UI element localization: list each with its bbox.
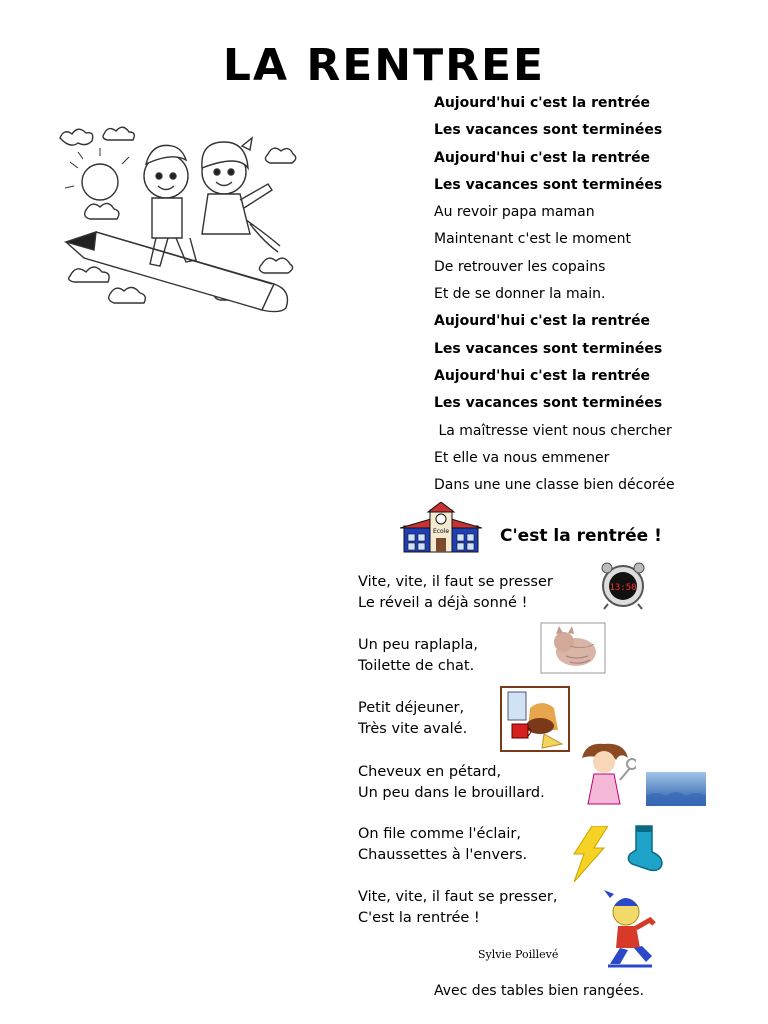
- stanza: [358, 572, 553, 614]
- alarm-clock-icon: [598, 560, 648, 610]
- kids-on-pencil-illustration: [56, 124, 306, 320]
- school-building-icon: [400, 502, 482, 554]
- stanza: [358, 635, 478, 677]
- stanza-line: Le réveil a déjà sonné !: [358, 595, 528, 611]
- stanza-line: Cheveux en pétard,: [358, 764, 502, 780]
- stanza: [358, 762, 545, 804]
- messy-hair-girl-icon: [576, 740, 636, 814]
- poem-verses: [434, 90, 764, 499]
- verse-line: Dans une une classe bien décorée: [434, 477, 675, 494]
- poem-card: [340, 500, 720, 980]
- stanza-line: Vite, vite, il faut se presser: [358, 574, 553, 590]
- stanza-line: Toilette de chat.: [358, 658, 475, 674]
- page-title: LA RENTREE: [222, 40, 546, 91]
- verse-line: Au revoir papa maman: [434, 204, 595, 221]
- stanza-line: Chaussettes à l'envers.: [358, 847, 528, 863]
- lightning-icon: [570, 826, 610, 882]
- stanza-line: On file comme l'éclair,: [358, 826, 521, 842]
- verse-line: Les vacances sont terminées: [434, 122, 663, 139]
- stanza: [358, 824, 527, 866]
- footer-verse: Avec des tables bien rangées.: [434, 983, 645, 999]
- school-sign-text: Ecole: [432, 528, 450, 535]
- verse-line: De retrouver les copains: [434, 258, 606, 275]
- stanza-line: Très vite avalé.: [358, 721, 468, 737]
- verse-line: Aujourd'hui c'est la rentrée: [434, 149, 651, 166]
- running-child-icon: [598, 888, 662, 972]
- stanza-line: C'est la rentrée !: [358, 910, 480, 926]
- stanza-line: Un peu raplapla,: [358, 637, 479, 653]
- stanza: [358, 698, 467, 740]
- verse-line: Maintenant c'est le moment: [434, 231, 631, 248]
- author-credit: Sylvie Poillevé: [478, 948, 559, 961]
- verse-line: Et de se donner la main.: [434, 286, 606, 303]
- card-title: C'est la rentrée !: [500, 526, 662, 546]
- cat-grooming-icon: [540, 622, 606, 674]
- verse-line: Les vacances sont terminées: [434, 176, 663, 193]
- stanza-line: Petit déjeuner,: [358, 700, 465, 716]
- verse-line: La maîtresse vient nous chercher: [434, 422, 672, 439]
- verse-line: Les vacances sont terminées: [434, 395, 663, 412]
- verse-line: Et elle va nous emmener: [434, 449, 610, 466]
- verse-line: Aujourd'hui c'est la rentrée: [434, 313, 651, 330]
- verse-line: Les vacances sont terminées: [434, 340, 663, 357]
- fog-picture-icon: [646, 772, 706, 806]
- breakfast-icon: [500, 686, 570, 752]
- stanza-line: Un peu dans le brouillard.: [358, 785, 545, 801]
- verse-line: Aujourd'hui c'est la rentrée: [434, 367, 651, 384]
- stanza-line: Vite, vite, il faut se presser,: [358, 889, 558, 905]
- verse-line: Aujourd'hui c'est la rentrée: [434, 95, 651, 111]
- sock-icon: [626, 824, 666, 872]
- clock-display: 13:50: [609, 583, 637, 593]
- stanza: [358, 887, 557, 929]
